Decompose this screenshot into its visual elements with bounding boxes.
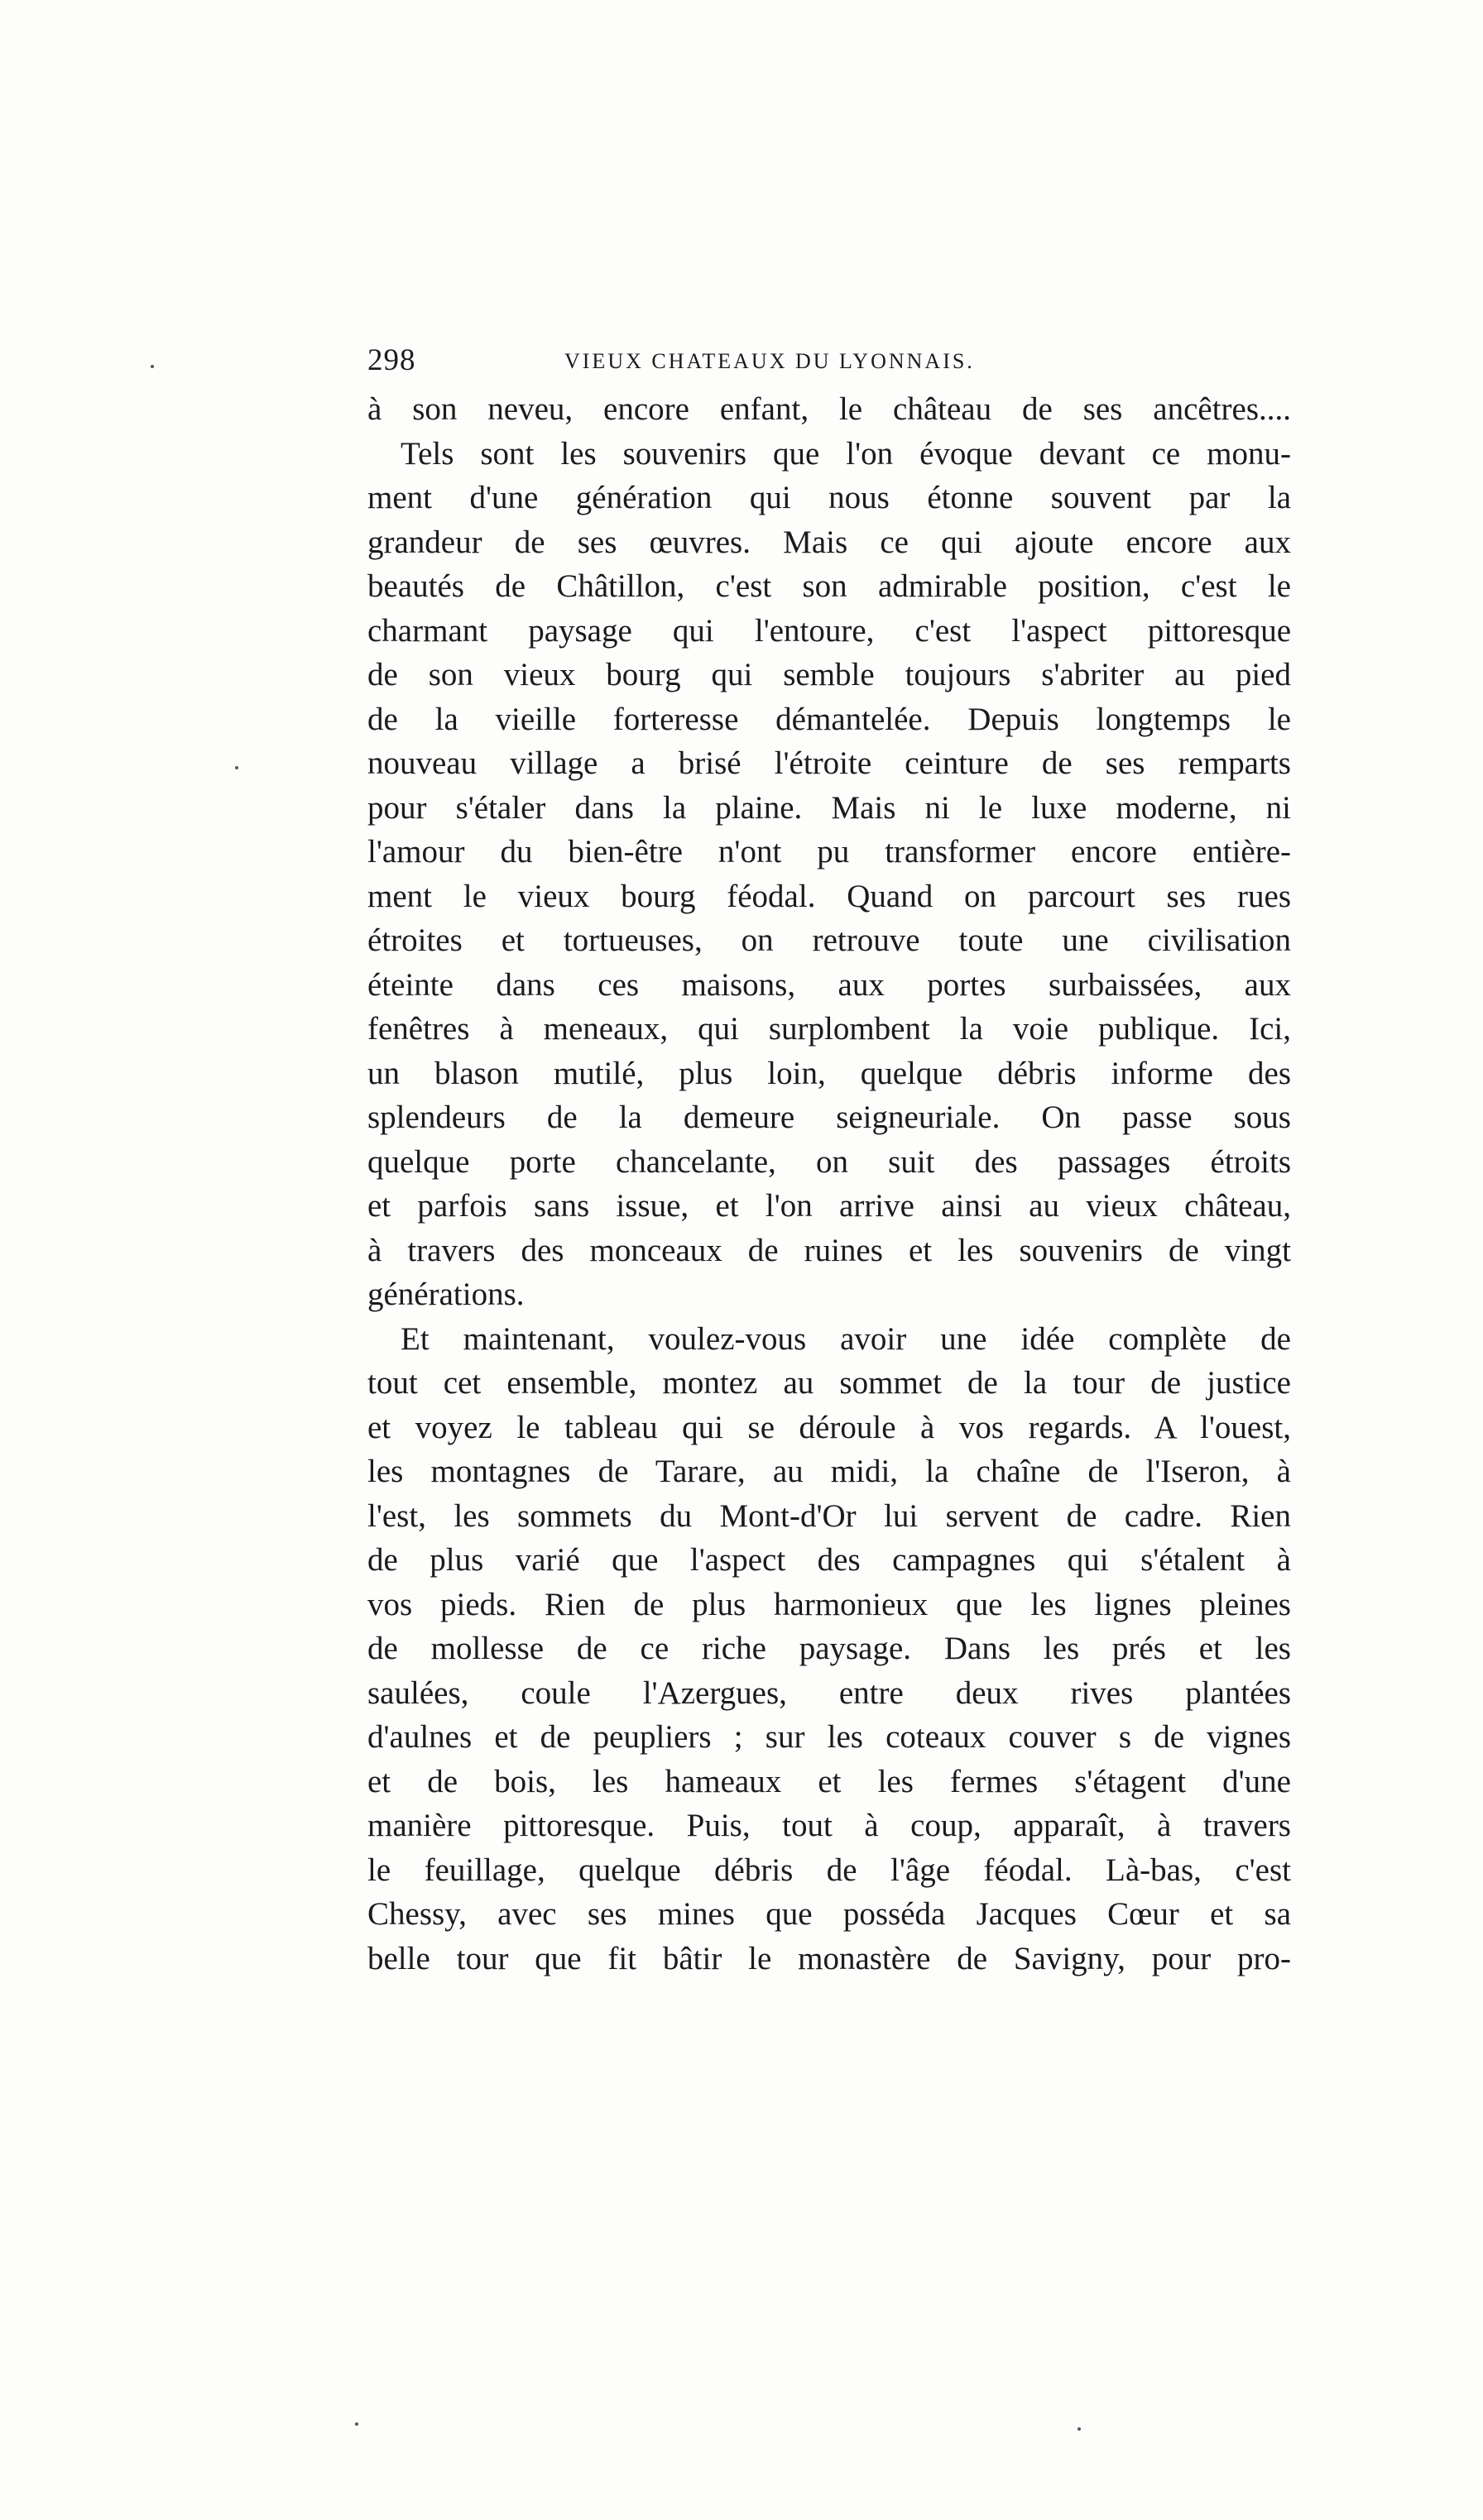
text-line: et voyez le tableau qui se déroule à vos regards. A l'ouest, (367, 1409, 1291, 1445)
text-line: l'est, les sommets du Mont-d'Or lui servent de cadre. Rien (367, 1497, 1291, 1534)
text-line: éteinte dans ces maisons, aux portes surbaissées, aux (367, 966, 1291, 1003)
text-line: de mollesse de ce riche paysage. Dans les prés et les (367, 1631, 1291, 1666)
paragraph-first-line: Et maintenant, voulez-vous avoir une idée complète de (401, 1320, 1291, 1357)
text-line: à travers des monceaux de ruines et les souvenirs de vingt (367, 1232, 1291, 1268)
text-line: splendeurs de la demeure seigneuriale. On passe sous (367, 1100, 1291, 1135)
paragraph-last-line: générations. (367, 1277, 525, 1312)
text-line: d'aulnes et de peupliers ; sur les coteaux couver s de vignes (367, 1719, 1291, 1755)
print-speck (355, 2422, 358, 2426)
text-line: étroites et tortueuses, on retrouve toute une civilisation (367, 922, 1291, 958)
page-number: 298 (367, 343, 416, 377)
text-line: ment d'une génération qui nous étonne souvent par la (367, 480, 1291, 515)
print-speck (235, 766, 238, 769)
body-text (367, 387, 1291, 1981)
text-line: les montagnes de Tarare, au midi, la chaîne de l'Iseron, à (367, 1454, 1291, 1489)
text-line: un blason mutilé, plus loin, quelque débris informe des (367, 1055, 1291, 1091)
text-line: charmant paysage qui l'entoure, c'est l'aspect pittoresque (367, 612, 1291, 649)
paragraph-first-line: Tels sont les souvenirs que l'on évoque devant ce monu- (401, 435, 1291, 472)
page-header (367, 343, 1291, 384)
text-line: Chessy, avec ses mines que posséda Jacques Cœur et sa (367, 1896, 1291, 1932)
text-line: de plus varié que l'aspect des campagnes qui s'étalent à (367, 1542, 1291, 1578)
text-line: et de bois, les hameaux et les fermes s'étagent d'une (367, 1763, 1291, 1799)
text-line: manière pittoresque. Puis, tout à coup, apparaît, à travers (367, 1808, 1291, 1843)
text-line: pour s'étaler dans la plaine. Mais ni le luxe moderne, ni (367, 789, 1291, 826)
running-title: VIEUX CHATEAUX DU LYONNAIS. (564, 349, 975, 373)
text-line: à son neveu, encore enfant, le château de ses ancêtres.... (367, 391, 1291, 427)
text-line: l'amour du bien-être n'ont pu transformer encore entière- (367, 834, 1291, 870)
text-line: ment le vieux bourg féodal. Quand on parcourt ses rues (367, 878, 1291, 914)
print-speck (151, 365, 154, 368)
text-line: le feuillage, quelque débris de l'âge féodal. Là-bas, c'est (367, 1852, 1291, 1888)
text-line: et parfois sans issue, et l'on arrive ainsi au vieux château, (367, 1188, 1291, 1224)
text-line: de son vieux bourg qui semble toujours s'abriter au pied (367, 657, 1291, 692)
text-line: beautés de Châtillon, c'est son admirable position, c'est le (367, 568, 1291, 604)
text-line: saulées, coule l'Azergues, entre deux rives plantées (367, 1674, 1291, 1711)
text-line: nouveau village a brisé l'étroite ceinture de ses remparts (367, 745, 1291, 781)
text-line: vos pieds. Rien de plus harmonieux que les lignes pleines (367, 1586, 1291, 1622)
text-line: de la vieille forteresse démantelée. Depuis longtemps le (367, 701, 1291, 737)
text-line: belle tour que fit bâtir le monastère de Savigny, pour pro- (367, 1940, 1291, 1976)
text-line: grandeur de ses œuvres. Mais ce qui ajoute encore aux (367, 524, 1291, 560)
text-line: quelque porte chancelante, on suit des passages étroits (367, 1143, 1291, 1180)
text-line: fenêtres à meneaux, qui surplombent la voie publique. Ici, (367, 1011, 1291, 1047)
text-line: tout cet ensemble, montez au sommet de la tour de justice (367, 1365, 1291, 1401)
print-speck (1077, 2427, 1081, 2431)
